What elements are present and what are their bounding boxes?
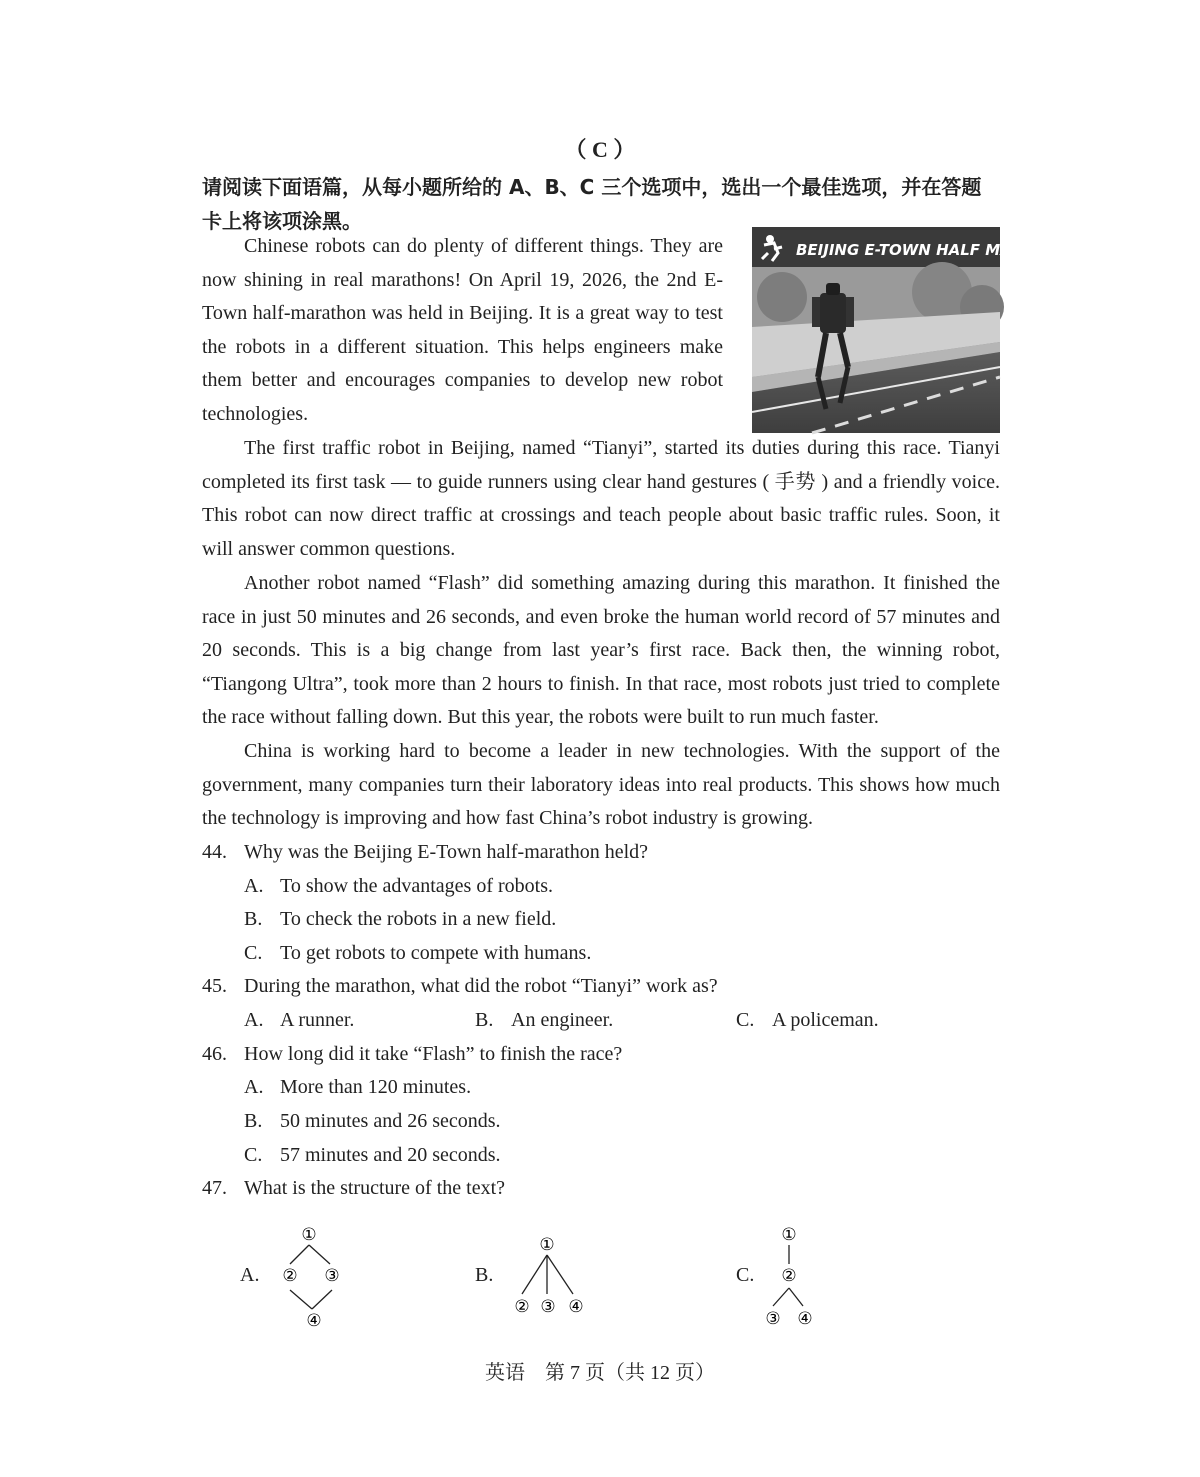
svg-text:②: ② bbox=[781, 1266, 797, 1286]
option-45-a[interactable]: A. A runner. bbox=[244, 1009, 355, 1031]
question-47 bbox=[202, 1172, 505, 1206]
passage-paragraph-3: Another robot named “Flash” did something amazing during this marathon. It finished the race in just 50 minutes and 26 seconds, and even broke the human world record of 57 minutes and 20 seconds. This is a big change from last year’s first race. Back then, the winning robot, “Tiangong Ultra”, took more than 2 hours to finish. In that race, most robots just tried to complete the race without falling down. But this year, the robots were built to run much faster. bbox=[202, 572, 1000, 729]
svg-text:④: ④ bbox=[797, 1309, 813, 1329]
svg-text:①: ① bbox=[539, 1235, 555, 1255]
svg-text:③: ③ bbox=[765, 1309, 781, 1329]
option-44-c[interactable]: C. To get robots to compete with humans. bbox=[244, 942, 592, 964]
option-44-b[interactable]: B. To check the robots in a new field. bbox=[244, 908, 557, 930]
option-46-c[interactable]: C. 57 minutes and 20 seconds. bbox=[244, 1144, 501, 1166]
question-text: During the marathon, what did the robot “Tianyi” work as? bbox=[244, 975, 718, 997]
section-label: （ C ） bbox=[564, 137, 636, 162]
option-47-c[interactable]: C. bbox=[736, 1264, 755, 1286]
instructions: 请阅读下面语篇，从每小题所给的 A、B、C 三个选项中，选出一个最佳选项，并在答题卡上将该项涂黑。 bbox=[202, 175, 982, 233]
photo-banner-text: BEIJING E-TOWN HALF MARATHON bbox=[796, 241, 1082, 259]
option-47-b[interactable]: B. bbox=[475, 1264, 494, 1286]
option-45-b[interactable]: B. An engineer. bbox=[475, 1009, 614, 1031]
option-45-c[interactable]: C. A policeman. bbox=[736, 1009, 879, 1031]
question-number: 45. bbox=[202, 975, 227, 997]
svg-text:④: ④ bbox=[568, 1297, 584, 1317]
passage-paragraph-2: The first traffic robot in Beijing, named “Tianyi”, started its duties during this race. Tianyi completed its first task — to guide runners using clear hand gestures ( 手势 ) and a friendly voice. This robot can now direct traffic at crossings and teach people about basic traffic rules. Soon, it will answer common questions. bbox=[202, 437, 1000, 560]
option-46-a[interactable]: A. More than 120 minutes. bbox=[244, 1076, 472, 1098]
svg-text:①: ① bbox=[301, 1225, 317, 1245]
marathon-photo bbox=[752, 227, 1082, 433]
structure-diagram-a bbox=[272, 1218, 352, 1334]
svg-text:④: ④ bbox=[306, 1311, 322, 1331]
svg-text:①: ① bbox=[781, 1225, 797, 1245]
question-46 bbox=[202, 1038, 622, 1072]
structure-diagram-b bbox=[505, 1228, 595, 1322]
question-number: 47. bbox=[202, 1177, 227, 1199]
question-text: Why was the Beijing E-Town half-marathon held? bbox=[244, 841, 649, 863]
option-47-a[interactable]: A. bbox=[240, 1264, 260, 1286]
svg-text:②: ② bbox=[514, 1297, 530, 1317]
passage-paragraph-1: Chinese robots can do plenty of different things. They are now shining in real marathons! On April 19, 2026, the 2nd E-Town half-marathon was held in Beijing. It is a great way to test the robots in a different situation. This helps engineers make them better and encourages companies to develop new robot technologies. bbox=[202, 235, 723, 425]
svg-text:③: ③ bbox=[540, 1297, 556, 1317]
question-text: What is the structure of the text? bbox=[244, 1177, 506, 1199]
question-number: 46. bbox=[202, 1043, 227, 1065]
question-44 bbox=[202, 836, 648, 870]
question-45 bbox=[202, 970, 718, 1004]
option-44-a[interactable]: A. To show the advantages of robots. bbox=[244, 875, 553, 897]
page-footer: 英语 第 7 页（共 12 页） bbox=[485, 1362, 715, 1384]
svg-text:②: ② bbox=[282, 1266, 298, 1286]
question-number: 44. bbox=[202, 841, 227, 863]
svg-text:③: ③ bbox=[324, 1266, 340, 1286]
marathon-photo-graphic bbox=[752, 227, 1082, 433]
option-46-b[interactable]: B. 50 minutes and 26 seconds. bbox=[244, 1110, 501, 1132]
question-text: How long did it take “Flash” to finish the race? bbox=[244, 1043, 623, 1065]
structure-diagram-c bbox=[755, 1218, 825, 1334]
passage-paragraph-4: China is working hard to become a leader in new technologies. With the support of the government, many companies turn their laboratory ideas into real products. This shows how much the technology is improving and how fast China’s robot industry is growing. bbox=[202, 740, 1000, 830]
